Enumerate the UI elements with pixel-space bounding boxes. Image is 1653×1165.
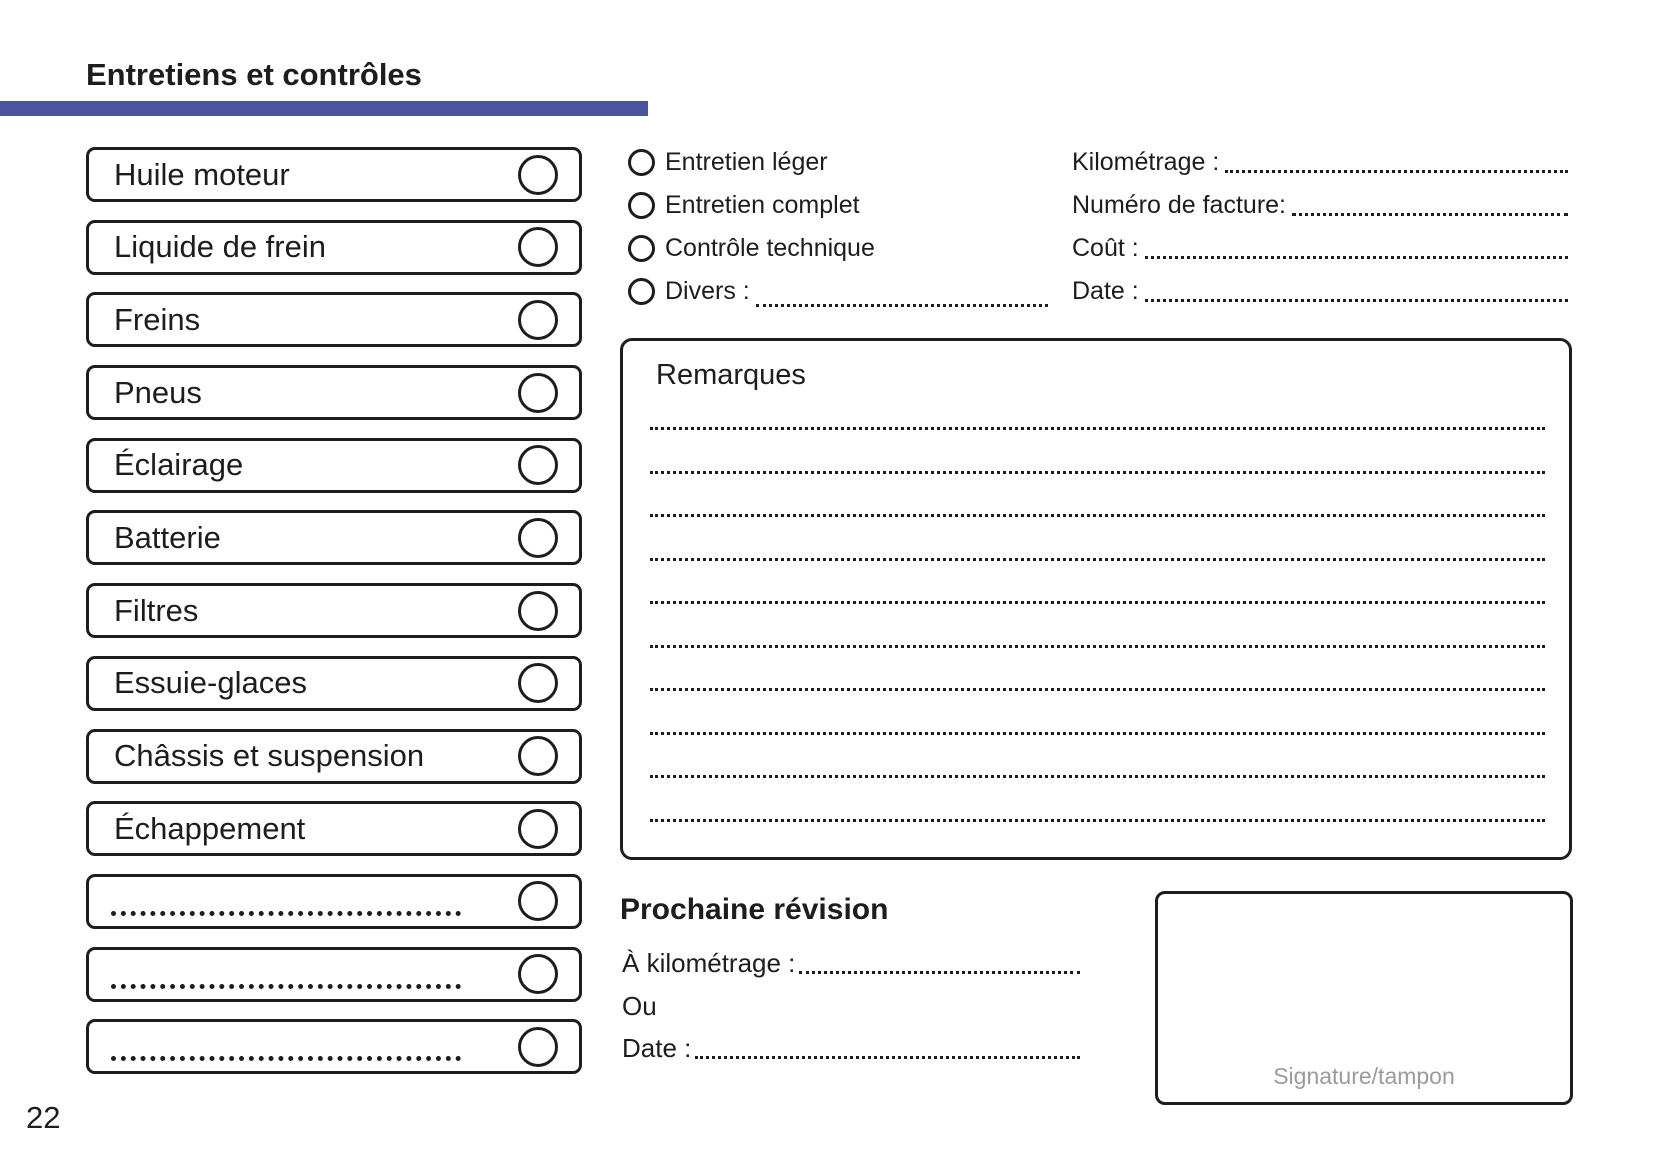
checklist-item-label: Huile moteur (114, 156, 290, 192)
check-circle[interactable] (518, 663, 558, 703)
date-write-in-line[interactable] (1145, 275, 1568, 302)
remarks-write-line[interactable] (650, 688, 1545, 691)
checklist-item-label: Batterie (114, 519, 221, 555)
radio-circle[interactable] (628, 192, 655, 219)
service-type-row (628, 148, 928, 177)
checklist-item (86, 656, 582, 711)
radio-circle[interactable] (628, 235, 655, 262)
check-circle[interactable] (518, 736, 558, 776)
checklist-item-label: Châssis et suspension (114, 738, 425, 773)
service-type-label: Entretien léger (665, 148, 828, 176)
signature-box[interactable] (1155, 891, 1573, 1105)
remarks-write-line[interactable] (650, 775, 1545, 778)
remarks-write-line[interactable] (650, 645, 1545, 648)
check-circle[interactable] (518, 300, 558, 340)
next-kilometrage-write-in-line[interactable] (799, 947, 1080, 974)
check-circle[interactable] (518, 1027, 558, 1067)
next-revision-title: Prochaine révision (620, 893, 889, 926)
remarks-write-line[interactable] (650, 732, 1545, 735)
radio-circle[interactable] (628, 149, 655, 176)
service-type-label: Divers : (665, 277, 750, 305)
checklist-item (86, 292, 582, 347)
radio-circle[interactable] (628, 278, 655, 305)
next-revision-date-row (622, 1033, 1080, 1064)
check-circle[interactable] (518, 227, 558, 267)
blank-write-in-line[interactable] (111, 952, 461, 989)
remarks-title: Remarques (656, 359, 806, 391)
remarks-write-line[interactable] (650, 558, 1545, 561)
remarks-write-line[interactable] (650, 514, 1545, 517)
field-row-cout (1072, 234, 1568, 263)
kilometrage-write-in-line[interactable] (1225, 146, 1568, 173)
checklist-item-label: Pneus (114, 374, 202, 410)
field-row-facture (1072, 191, 1568, 220)
field-label: Kilométrage : (1072, 148, 1220, 176)
remarks-write-line[interactable] (650, 471, 1545, 474)
page-number: 22 (26, 1100, 61, 1135)
next-revision-label: À kilométrage : (622, 948, 796, 978)
remarks-write-line[interactable] (650, 819, 1545, 822)
checklist-item-blank (86, 874, 582, 929)
checklist-item-label: Filtres (114, 592, 199, 628)
field-label: Numéro de facture: (1072, 191, 1286, 219)
blank-write-in-line[interactable] (111, 879, 461, 916)
remarks-write-line[interactable] (650, 601, 1545, 604)
divers-write-in-line[interactable] (756, 280, 1048, 307)
checklist-item-blank (86, 1019, 582, 1074)
next-revision-kilometrage-row (622, 948, 1080, 979)
next-revision-or-row (622, 991, 722, 1022)
check-circle[interactable] (518, 155, 558, 195)
check-circle[interactable] (518, 518, 558, 558)
signature-label: Signature/tampon (1273, 1063, 1455, 1089)
check-circle[interactable] (518, 445, 558, 485)
checklist-item-label: Freins (114, 301, 201, 337)
check-circle[interactable] (518, 373, 558, 413)
cout-write-in-line[interactable] (1145, 232, 1568, 259)
blank-write-in-line[interactable] (111, 1024, 461, 1061)
checklist-item (86, 147, 582, 202)
checklist-item (86, 729, 582, 784)
service-type-row-divers (628, 277, 1048, 306)
checklist-item-label: Essuie-glaces (114, 665, 307, 701)
service-type-label: Entretien complet (665, 191, 860, 219)
next-revision-or-label: Ou (622, 991, 657, 1021)
service-type-label: Contrôle technique (665, 234, 875, 262)
remarks-box (620, 338, 1572, 860)
check-circle[interactable] (518, 809, 558, 849)
next-revision-label: Date : (622, 1033, 692, 1063)
checklist-item (86, 583, 582, 638)
field-row-date (1072, 277, 1568, 306)
checklist-item-label: Liquide de frein (114, 229, 326, 265)
field-label: Coût : (1072, 234, 1139, 262)
title-underline-bar (0, 101, 648, 116)
field-label: Date : (1072, 277, 1139, 305)
checklist-item (86, 365, 582, 420)
checklist-item-label: Éclairage (114, 447, 244, 483)
maintenance-checklist (86, 147, 582, 1074)
page-title: Entretiens et contrôles (86, 57, 422, 92)
checklist-item-blank (86, 947, 582, 1002)
service-type-row (628, 234, 928, 263)
check-circle[interactable] (518, 954, 558, 994)
checklist-item (86, 801, 582, 856)
remarks-write-line[interactable] (650, 427, 1545, 430)
service-type-row (628, 191, 928, 220)
check-circle[interactable] (518, 591, 558, 631)
checklist-item (86, 510, 582, 565)
checklist-item (86, 438, 582, 493)
facture-write-in-line[interactable] (1292, 189, 1568, 216)
check-circle[interactable] (518, 881, 558, 921)
checklist-item (86, 220, 582, 275)
checklist-item-label: Échappement (114, 810, 306, 846)
field-row-kilometrage (1072, 148, 1568, 177)
next-date-write-in-line[interactable] (695, 1032, 1080, 1059)
